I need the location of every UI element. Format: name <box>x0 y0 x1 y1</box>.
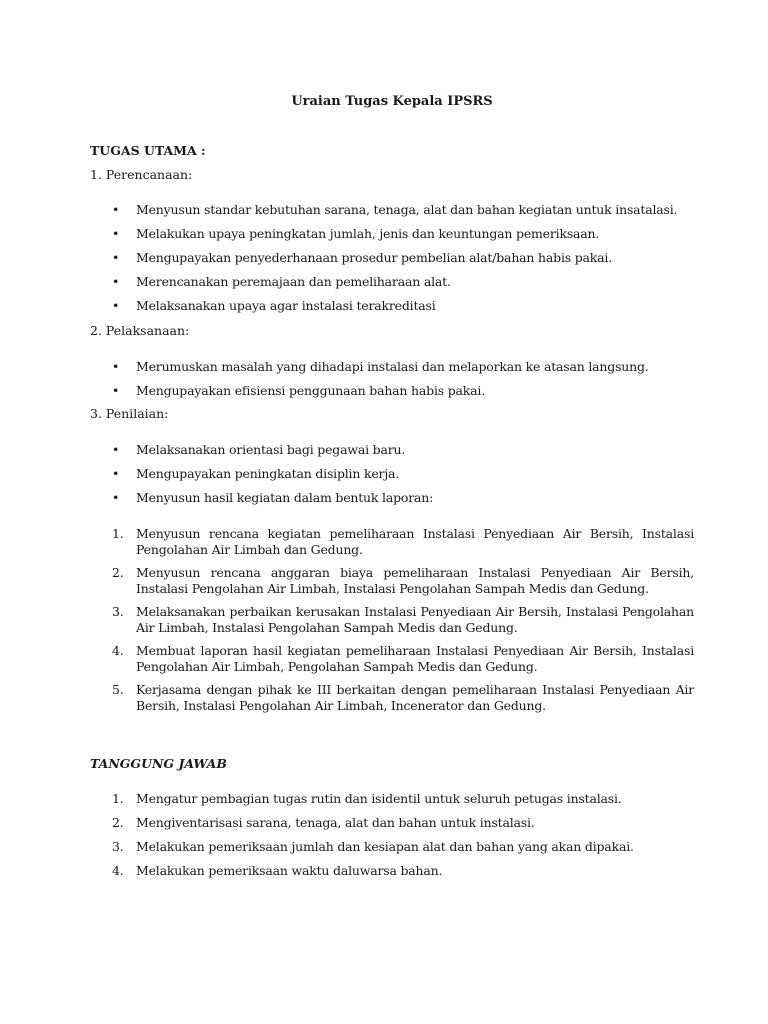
list-item-text: Melakukan pemeriksaan jumlah dan kesiapan alat dan bahan yang akan dipakai. <box>136 839 634 854</box>
bullet-glyph: • <box>112 490 120 505</box>
bullet-glyph: • <box>112 202 120 217</box>
list-item <box>90 226 694 242</box>
tanggung-jawab-heading: TANGGUNG JAWAB <box>90 756 227 771</box>
list-item-text: Mengupayakan peningkatan disiplin kerja. <box>136 466 400 481</box>
list-item-text: Mengatur pembagian tugas rutin dan isidentil untuk seluruh petugas instalasi. <box>136 791 622 806</box>
list-item <box>90 359 694 375</box>
list-item <box>90 383 694 399</box>
penilaian-label: 3. Penilaian: <box>90 406 169 421</box>
bullet-glyph: • <box>112 383 120 398</box>
list-item-number: 5. <box>112 682 124 697</box>
list-item-text: Merencanakan peremajaan dan pemeliharaan alat. <box>136 274 451 289</box>
list-item <box>90 682 694 714</box>
bullet-glyph: • <box>112 274 120 289</box>
list-item-text: Menyusun standar kebutuhan sarana, tenaga, alat dan bahan kegiatan untuk insatalasi. <box>136 202 678 217</box>
pelaksanaan-label: 2. Pelaksanaan: <box>90 323 190 338</box>
tugas-utama-heading: TUGAS UTAMA : <box>90 143 206 158</box>
perencanaan-label: 1. Perencanaan: <box>90 167 193 182</box>
list-item <box>90 643 694 675</box>
bullet-glyph: • <box>112 442 120 457</box>
bullet-glyph: • <box>112 466 120 481</box>
list-item-text: Menyusun rencana anggaran biaya pemeliharaan Instalasi Penyediaan Air Bersih, Instalasi Pengolahan Air Limbah, Instalasi Pengolahan Sampah Medis dan Gedung. <box>136 565 694 596</box>
document-title: Uraian Tugas Kepala IPSRS <box>291 94 493 109</box>
list-item <box>90 791 694 807</box>
list-item <box>90 274 694 290</box>
list-item-text: Menyusun hasil kegiatan dalam bentuk laporan: <box>136 490 434 505</box>
perencanaan-list <box>90 202 694 322</box>
list-item-text: Melakukan pemeriksaan waktu daluwarsa bahan. <box>136 863 443 878</box>
list-item <box>90 298 694 314</box>
list-item <box>90 526 694 558</box>
list-item-number: 4. <box>112 863 124 878</box>
list-item <box>90 565 694 597</box>
list-item-text: Membuat laporan hasil kegiatan pemeliharaan Instalasi Penyediaan Air Bersih, Instalasi Pengolahan Air Limbah, Pengolahan Sampah Medis dan Gedung. <box>136 643 694 674</box>
bullet-glyph: • <box>112 226 120 241</box>
list-item <box>90 202 694 218</box>
list-item <box>90 250 694 266</box>
tanggung-jawab-list <box>90 791 694 887</box>
list-item <box>90 604 694 636</box>
list-item-number: 1. <box>112 791 124 806</box>
list-item-text: Mengupayakan penyederhanaan prosedur pembelian alat/bahan habis pakai. <box>136 250 612 265</box>
list-item <box>90 466 694 482</box>
list-item-number: 4. <box>112 643 124 658</box>
list-item-number: 3. <box>112 604 124 619</box>
list-item-text: Mengupayakan efisiensi penggunaan bahan habis pakai. <box>136 383 485 398</box>
list-item-text: Kerjasama dengan pihak ke III berkaitan dengan pemeliharaan Instalasi Penyediaan Air Bersih, Instalasi Pengolahan Air Limbah, Incenerator dan Gedung. <box>136 682 694 713</box>
list-item-number: 3. <box>112 839 124 854</box>
list-item-text: Melakukan upaya peningkatan jumlah, jenis dan keuntungan pemeriksaan. <box>136 226 600 241</box>
bullet-glyph: • <box>112 359 120 374</box>
list-item <box>90 839 694 855</box>
list-item <box>90 815 694 831</box>
list-item-text: Merumuskan masalah yang dihadapi instalasi dan melaporkan ke atasan langsung. <box>136 359 649 374</box>
list-item-text: Melaksanakan perbaikan kerusakan Instalasi Penyediaan Air Bersih, Instalasi Pengolahan Air Limbah, Instalasi Pengolahan Sampah Medis dan Gedung. <box>136 604 694 635</box>
list-item-number: 2. <box>112 815 124 830</box>
list-item <box>90 863 694 879</box>
pelaksanaan-list <box>90 359 694 407</box>
list-item-text: Mengiventarisasi sarana, tenaga, alat dan bahan untuk instalasi. <box>136 815 535 830</box>
laporan-numbered-list <box>90 526 694 721</box>
list-item-text: Melaksanakan upaya agar instalasi terakreditasi <box>136 298 436 313</box>
bullet-glyph: • <box>112 250 120 265</box>
list-item <box>90 490 694 506</box>
list-item-number: 2. <box>112 565 124 580</box>
list-item <box>90 442 694 458</box>
list-item-text: Melaksanakan orientasi bagi pegawai baru. <box>136 442 406 457</box>
list-item-number: 1. <box>112 526 124 541</box>
bullet-glyph: • <box>112 298 120 313</box>
penilaian-list <box>90 442 694 514</box>
list-item-text: Menyusun rencana kegiatan pemeliharaan Instalasi Penyediaan Air Bersih, Instalasi Pengolahan Air Limbah dan Gedung. <box>136 526 694 557</box>
